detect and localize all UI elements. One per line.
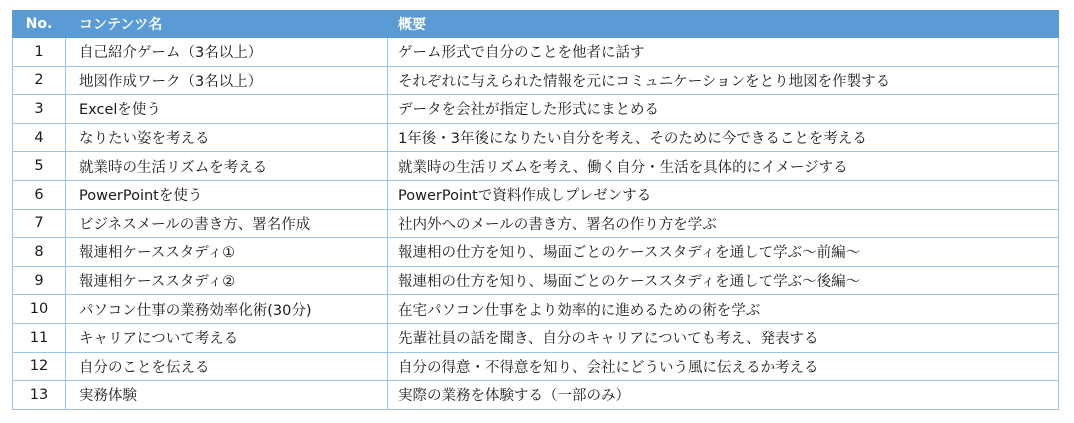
- cell-summary: 社内外へのメールの書き方、署名の作り方を学ぶ: [388, 209, 1059, 238]
- cell-content-name: Excelを使う: [66, 95, 388, 124]
- cell-summary: 実際の業務を体験する（一部のみ）: [388, 381, 1059, 410]
- contents-table-container: [12, 10, 1058, 410]
- cell-summary: 1年後・3年後になりたい自分を考え、そのために今できることを考える: [388, 123, 1059, 152]
- cell-no: 6: [13, 180, 66, 209]
- table-row: [13, 352, 1059, 381]
- table-row: [13, 95, 1059, 124]
- cell-no: 4: [13, 123, 66, 152]
- cell-content-name: 地図作成ワーク（3名以上）: [66, 66, 388, 95]
- header-summary: 概要: [388, 11, 1059, 38]
- cell-content-name: 就業時の生活リズムを考える: [66, 152, 388, 181]
- cell-content-name: キャリアについて考える: [66, 323, 388, 352]
- cell-content-name: 自己紹介ゲーム（3名以上）: [66, 37, 388, 66]
- header-row: [13, 11, 1059, 38]
- cell-no: 9: [13, 266, 66, 295]
- cell-no: 12: [13, 352, 66, 381]
- header-no: No.: [13, 11, 66, 38]
- table-row: [13, 323, 1059, 352]
- cell-no: 7: [13, 209, 66, 238]
- cell-summary: 在宅パソコン仕事をより効率的に進めるための術を学ぶ: [388, 295, 1059, 324]
- cell-summary: 就業時の生活リズムを考え、働く自分・生活を具体的にイメージする: [388, 152, 1059, 181]
- cell-content-name: ビジネスメールの書き方、署名作成: [66, 209, 388, 238]
- table-row: [13, 180, 1059, 209]
- cell-summary: それぞれに与えられた情報を元にコミュニケーションをとり地図を作製する: [388, 66, 1059, 95]
- table-row: [13, 37, 1059, 66]
- cell-no: 3: [13, 95, 66, 124]
- cell-summary: 報連相の仕方を知り、場面ごとのケーススタディを通して学ぶ～後編～: [388, 266, 1059, 295]
- table-row: [13, 209, 1059, 238]
- cell-summary: PowerPointで資料作成しプレゼンする: [388, 180, 1059, 209]
- contents-table: [12, 10, 1059, 410]
- table-row: [13, 66, 1059, 95]
- cell-no: 5: [13, 152, 66, 181]
- cell-summary: 自分の得意・不得意を知り、会社にどういう風に伝えるか考える: [388, 352, 1059, 381]
- table-header: [13, 11, 1059, 38]
- table-row: [13, 381, 1059, 410]
- cell-no: 8: [13, 238, 66, 267]
- cell-summary: 報連相の仕方を知り、場面ごとのケーススタディを通して学ぶ～前編～: [388, 238, 1059, 267]
- cell-no: 10: [13, 295, 66, 324]
- cell-summary: データを会社が指定した形式にまとめる: [388, 95, 1059, 124]
- table-row: [13, 295, 1059, 324]
- cell-content-name: 実務体験: [66, 381, 388, 410]
- table-row: [13, 266, 1059, 295]
- table-row: [13, 152, 1059, 181]
- cell-content-name: PowerPointを使う: [66, 180, 388, 209]
- cell-no: 2: [13, 66, 66, 95]
- table-row: [13, 238, 1059, 267]
- cell-content-name: 報連相ケーススタディ①: [66, 238, 388, 267]
- table-body: [13, 37, 1059, 409]
- cell-no: 11: [13, 323, 66, 352]
- cell-content-name: 報連相ケーススタディ②: [66, 266, 388, 295]
- cell-no: 1: [13, 37, 66, 66]
- header-content-name: コンテンツ名: [66, 11, 388, 38]
- cell-content-name: 自分のことを伝える: [66, 352, 388, 381]
- cell-content-name: パソコン仕事の業務効率化術(30分): [66, 295, 388, 324]
- table-row: [13, 123, 1059, 152]
- cell-content-name: なりたい姿を考える: [66, 123, 388, 152]
- cell-no: 13: [13, 381, 66, 410]
- cell-summary: 先輩社員の話を聞き、自分のキャリアについても考え、発表する: [388, 323, 1059, 352]
- cell-summary: ゲーム形式で自分のことを他者に話す: [388, 37, 1059, 66]
